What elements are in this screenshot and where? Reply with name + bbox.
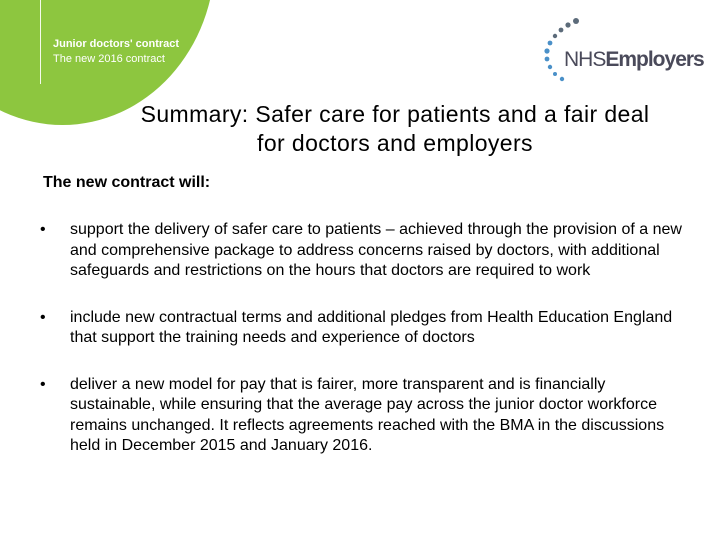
bullet-text: support the delivery of safer care to patients – achieved through the provision of a new and comprehensive package to address concerns raised by doctors, with additional safeguards and restrictions on the hours that doctors are required to work (70, 221, 682, 279)
bullet-list (40, 220, 685, 457)
bullet-item (40, 375, 685, 457)
bullet-item (40, 220, 685, 282)
bullet-item (40, 308, 685, 349)
bullet-glyph: • (40, 375, 46, 393)
deck-title: Junior doctors' contract (53, 38, 180, 50)
intro-text: The new contract will: (43, 174, 211, 191)
bullet-glyph: • (40, 308, 46, 326)
logo-employers-text: Employers (605, 48, 704, 71)
bullet-text: include new contractual terms and additional pledges from Health Education England that support the training needs and experience of doctors (70, 308, 673, 346)
corner-divider-line (40, 0, 41, 84)
deck-subtitle: The new 2016 contract (53, 53, 165, 65)
bullet-text: deliver a new model for pay that is fairer, more transparent and is financially sustainable, while ensuring that the average pay across the junior doctor workforce remains unchanged. It reflects agreements reached with the BMA in the discussions held in December 2015 and January 2016. (70, 375, 665, 454)
logo-nhs-text: NHS (564, 48, 606, 71)
logo-wordmark (564, 48, 704, 72)
bullet-glyph: • (40, 221, 46, 238)
slide-title: Summary: Safer care for patients and a fair deal for doctors and employers (140, 101, 650, 156)
nhs-employers-logo (540, 18, 704, 86)
